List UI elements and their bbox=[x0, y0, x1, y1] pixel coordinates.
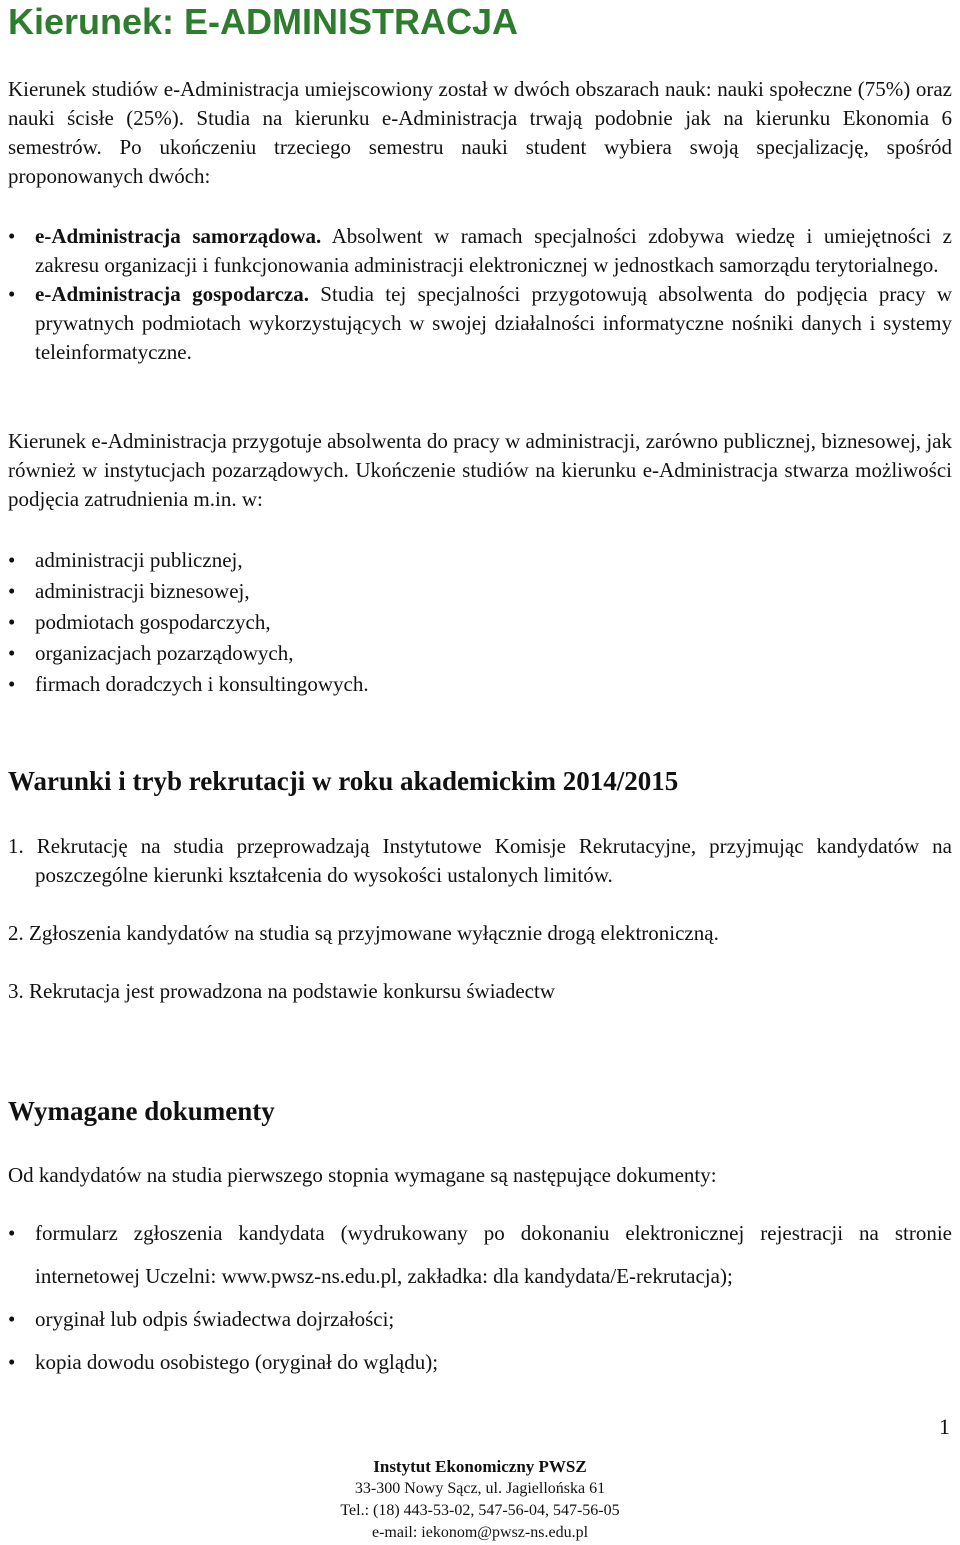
footer-phone: Tel.: (18) 443-53-02, 547-56-04, 547-56-05 bbox=[340, 1502, 620, 1519]
recruitment-heading: Warunki i tryb rekrutacji w roku akademickim 2014/2015 bbox=[8, 766, 679, 796]
list-item: • formularz zgłoszenia kandydata (wydrukowany po dokonaniu elektronicznej rejestracji na stronie internetowej Uczelni: www.pwsz-ns.edu.pl, zakładka: dla kandydata/E-rekrutacja); bbox=[8, 1212, 952, 1298]
page-number: 1 bbox=[939, 1414, 950, 1439]
specialization-item bbox=[8, 280, 952, 367]
specialization-text: Studia tej specjalności przygotowują absolwenta do podjęcia pracy w prywatnych podmiotach wykorzystujących w swojej działalności informatyczne nośniki danych i systemy teleinformatyczne. bbox=[35, 282, 952, 364]
list-item: • kopia dowodu osobistego (oryginał do wglądu); bbox=[8, 1341, 952, 1384]
specialization-name: e-Administracja samorządowa. bbox=[35, 224, 322, 248]
intro-paragraph: Kierunek studiów e-Administracja umiejscowiony został w dwóch obszarach nauk: nauki społeczne (75%) oraz nauki ścisłe (25%). Studia na kierunku e-Administracja trwają podobnie jak na kierunku Ekonomia 6 semestrów. Po ukończeniu trzeciego semestru nauki student wybiera swoją specjalizację, spośród proponowanych dwóch: bbox=[8, 77, 952, 188]
list-item: • organizacjach pozarządowych, bbox=[8, 638, 952, 669]
list-item: • oryginał lub odpis świadectwa dojrzałości; bbox=[8, 1298, 952, 1341]
footer-email: e-mail: iekonom@pwsz-ns.edu.pl bbox=[371, 1524, 589, 1541]
specialization-text: Absolwent w ramach specjalności zdobywa wiedzę i umiejętności z zakresu organizacji i funkcjonowania administracji elektronicznej w jednostkach samorządu terytorialnego. bbox=[35, 224, 952, 277]
list-item: • podmiotach gospodarczych, bbox=[8, 607, 952, 638]
footer-address: 33-300 Nowy Sącz, ul. Jagiellońska 61 bbox=[354, 1480, 606, 1497]
list-item: • administracji biznesowej, bbox=[8, 576, 952, 607]
documents-intro: Od kandydatów na studia pierwszego stopnia wymagane są następujące dokumenty: bbox=[8, 1163, 717, 1187]
recruitment-item: 2. Zgłoszenia kandydatów na studia są przyjmowane wyłącznie drogą elektroniczną. bbox=[8, 921, 719, 945]
recruitment-item: 3. Rekrutacja jest prowadzona na podstawie konkursu świadectw bbox=[8, 979, 556, 1003]
list-item: • firmach doradczych i konsultingowych. bbox=[8, 669, 952, 700]
career-paragraph: Kierunek e-Administracja przygotuje absolwenta do pracy w administracji, zarówno publicznej, biznesowej, jak również w instytucjach pozarządowych. Ukończenie studiów na kierunku e-Administracja stwarza możliwości podjęcia zatrudnienia m.in. w: bbox=[8, 429, 952, 511]
list-item: • administracji publicznej, bbox=[8, 545, 952, 576]
specialization-name: e-Administracja gospodarcza. bbox=[35, 282, 309, 306]
specialization-item bbox=[8, 222, 952, 280]
recruitment-item: 1. Rekrutację na studia przeprowadzają Instytutowe Komisje Rekrutacyjne, przyjmując kandydatów na poszczególne kierunki kształcenia do wysokości ustalonych limitów. bbox=[8, 834, 952, 887]
documents-heading: Wymagane dokumenty bbox=[8, 1096, 275, 1126]
footer bbox=[0, 1456, 960, 1544]
career-list bbox=[8, 545, 952, 700]
footer-institute: Instytut Ekonomiczny PWSZ bbox=[373, 1457, 587, 1476]
specialization-list bbox=[8, 222, 952, 367]
page-title: Kierunek: E-ADMINISTRACJA bbox=[8, 1, 519, 42]
documents-list bbox=[8, 1212, 952, 1384]
